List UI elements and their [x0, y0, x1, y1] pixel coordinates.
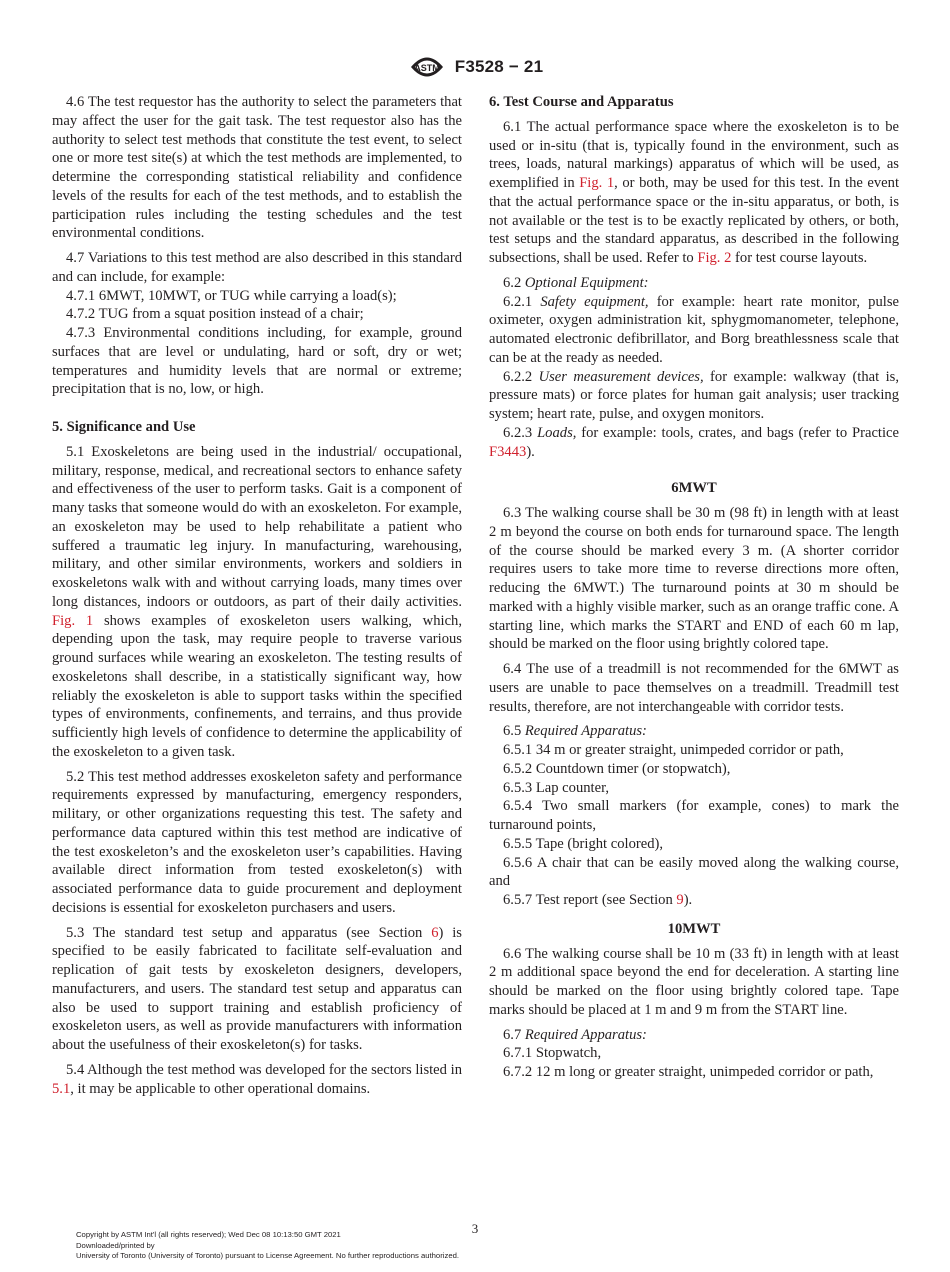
right-column	[489, 93, 899, 1082]
left-column	[52, 93, 462, 1098]
section-9-link[interactable]: 9	[676, 892, 684, 908]
paragraph-6-2: 6.2 Optional Equipment:	[503, 274, 649, 291]
section-6-link[interactable]: 6	[431, 924, 439, 941]
paragraph-6-7-1: 6.7.1 Stopwatch,	[503, 1045, 602, 1062]
subhead-6mwt: 6MWT	[671, 480, 717, 497]
paragraph-4-7-1: 4.7.1 6MWT, 10MWT, or TUG while carrying a load(s);	[66, 287, 397, 304]
fig-1-link[interactable]: Fig. 1	[579, 175, 615, 191]
paragraph-6-5-5: 6.5.5 Tape (bright colored),	[503, 835, 664, 852]
footer-line-downloaded: Downloaded/printed by	[76, 1240, 155, 1250]
paragraph-4-7-2: 4.7.2 TUG from a squat position instead of a chair;	[66, 306, 364, 323]
fig-2-link[interactable]: Fig. 2	[697, 250, 732, 266]
paragraph-6-2-1: 6.2.1 Safety equipment, for example: heart rate monitor, pulse oximeter, oxygen administration kit, sphygmomanometer, telephone, automated electronic defibrillator, and Borg breathlessness scale that can be at the ready as needed.	[489, 293, 899, 366]
paragraph-5-2: 5.2 This test method addresses exoskeleton safety and performance requirements expressed by manufacturing, emergency responders, military, or other organizations requesting this test. The safety and performance data captured within this test method are indicative of the test exoskeleton’s and the exoskeleton user’s capabilities. Having available direct information from tested exoskeleton(s) with associated performance data to guide procurement and deployment decisions is essential for exoskeleton purchasers and users.	[52, 768, 462, 916]
document-header	[0, 52, 950, 84]
paragraph-6-5-6: 6.5.6 A chair that can be easily moved along the walking course, and	[489, 854, 899, 890]
paragraph-6-3: 6.3 The walking course shall be 30 m (98 ft) in length with at least 2 m beyond the course on both ends for turnaround space. The length of the course should be marked every 3 m. (A shorter corridor requires users to take more time to reverse directions more often, reducing the 6MWT.) The turnaround points at 30 m should be marked with a highly visible marker, such as an orange traffic cone. A starting line, which marks the START and END of each 60 m lap, should be marked on the floor using brightly colored tape.	[489, 505, 899, 653]
page-number: 3	[471, 1221, 479, 1236]
paragraph-4-7: 4.7 Variations to this test method are also described in this standard and can include, for example:	[52, 250, 462, 285]
paragraph-4-6: 4.6 The test requestor has the authority to select the parameters that may affect the user for the gait task. The test requestor also has the authority to select test methods that constitute the test event, to select one or more test site(s) at which the test methods are implemented, to determine the corresponding statistical reliability and confidence levels of the results for each of the test methods, and to establish the participation rules including the testing schedules and the test environmental conditions.	[52, 94, 462, 242]
fig-1-link[interactable]: Fig. 1	[52, 612, 94, 629]
paragraph-6-5: 6.5 Required Apparatus:	[503, 723, 647, 740]
paragraph-6-5-1: 6.5.1 34 m or greater straight, unimpeded corridor or path,	[503, 742, 844, 758]
paragraph-5-4: 5.4 Although the test method was developed for the sectors listed in 5.1, it may be applicable to other operational domains.	[52, 1061, 462, 1097]
paragraph-6-5-7: 6.5.7 Test report (see Section 9).	[503, 892, 693, 908]
paragraph-6-7: 6.7 Required Apparatus:	[503, 1026, 647, 1043]
paragraph-6-1: 6.1 The actual performance space where the exoskeleton is to be used or in-situ (that is, typically found in the environment, such as trees, loads, natural markings) apparatus of which will be used, as exemplified in Fig. 1, or both, may be used for this test. In the event that the actual performance space or the in-situ apparatus, or both, is not available or the test is to be exactly replicated by others, or both, test setups and the standard apparatus, as described in the following subsections, shall be used. Refer to Fig. 2 for test course layouts.	[489, 118, 900, 266]
paragraph-5-1: 5.1 Exoskeletons are being used in the industrial/ occupational, military, response, medical, and recreational sectors to enhance safety and effectiveness of the user to perform tasks. Gait is a component of many tasks that someone would do with an exoskeleton. For example, an exoskeleton may be used to help rehabilitate a patient who suffered a traumatic leg injury. In manufacturing, warehousing, military, and other similar environments, workers and soldiers in exoskeletons walk with and without carrying loads, many times over long distances, indoors or outdoors, as part of their daily activities. Fig. 1 shows examples of exoskeleton users walking, which, depending upon the task, may require people to traverse various ground surfaces while wearing an exoskeleton. The testing results of exoskeletons shall describe, in a statistically significant way, how reliably the exoskeleton is able to support tasks within the specified types of environments, confinements, and terrains, and thus provide sufficiently high levels of confidence to determine the applicability of the exoskeleton to a given task.	[52, 443, 462, 760]
copyright-footer	[76, 1230, 876, 1262]
paragraph-4-7-3: 4.7.3 Environmental conditions including, for example, ground surfaces that are level or undulating, hard or soft, dry or wet; temperatures and humidity levels that are normal or extreme; precipitation that is no, low, or high.	[52, 325, 462, 398]
astm-logo-icon	[407, 52, 447, 82]
paragraph-6-5-4: 6.5.4 Two small markers (for example, cones) to mark the turnaround points,	[489, 798, 899, 833]
paragraph-6-4: 6.4 The use of a treadmill is not recommended for the 6MWT as users are unable to pace themselves on a treadmill. Treadmill test results, therefore, are not interchangeable with corridor tests.	[489, 661, 899, 715]
paragraph-6-7-2: 6.7.2 12 m long or greater straight, unimpeded corridor or path,	[503, 1064, 874, 1080]
paragraph-5-3: 5.3 The standard test setup and apparatus (see Section 6) is specified to be easily fabricated to facilitate self-evaluation and replication of gait tests by exoskeleton designers, developers, manufacturers, and users. The standard test setup and apparatus can also be used to support training and establish proficiency of exoskeleton users, as well as provide manufacturers with information about the usefulness of their exoskeleton(s) for tasks.	[52, 924, 462, 1053]
paragraph-6-6: 6.6 The walking course shall be 10 m (33 ft) in length with at least 2 m additional space beyond the end for deceleration. A starting line should be marked on the floor using brightly colored tape. Tape marks should be placed at 1 m and 9 m from the START line.	[489, 945, 899, 1018]
paragraph-6-5-3: 6.5.3 Lap counter,	[503, 779, 609, 796]
section-5-1-link[interactable]: 5.1	[52, 1080, 71, 1097]
section-5-title: 5. Significance and Use	[52, 419, 196, 435]
svg-text:ASTM: ASTM	[414, 63, 440, 73]
paragraph-6-2-2: 6.2.2 User measurement devices, for example: walkway (that is, pressure mats) or force plates for human gait analysis; user tracking system; heart rate, pulse, and oxygen monitors.	[489, 368, 899, 422]
paragraph-6-5-2: 6.5.2 Countdown timer (or stopwatch),	[503, 760, 731, 777]
paragraph-6-2-3: 6.2.3 Loads, for example: tools, crates, and bags (refer to Practice F3443).	[489, 424, 899, 460]
subhead-10mwt: 10MWT	[667, 920, 721, 937]
f3443-link[interactable]: F3443	[489, 443, 527, 460]
footer-line-license: University of Toronto (University of Toronto) pursuant to License Agreement. No further reproductions authorized.	[76, 1251, 460, 1260]
standard-designation: F3528 − 21	[454, 57, 544, 76]
section-6-title: 6. Test Course and Apparatus	[489, 94, 674, 110]
footer-line-copyright: Copyright by ASTM Int'l (all rights reserved); Wed Dec 08 10:13:50 GMT 2021	[76, 1230, 341, 1239]
